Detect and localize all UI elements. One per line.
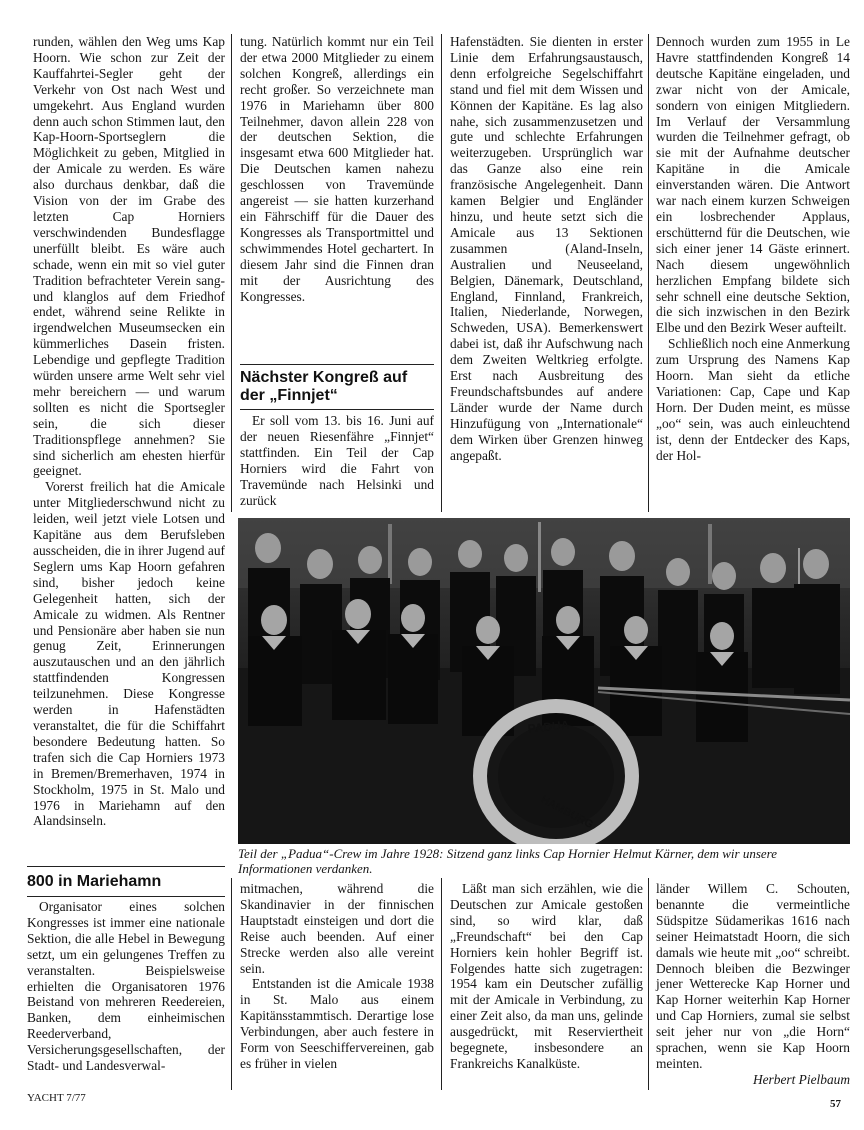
author-signature: Herbert Pielbaum: [752, 1071, 850, 1087]
paragraph: tung. Natürlich kommt nur ein Teil der etwa 2000 Mitglieder zu einem solchen Kongreß, allerdings ein recht großer. So verzeichnete man 1976 in Mariehamn über 800 Teilnehmer, davon allein 228 von der deutschen Sektion, die insgesamt etwa 600 Mitglieder hat. Die Deutschen kamen nahezu geschlossen von Travemünde angereist — sie hatten kurzerhand ein Fährschiff für die Dauer des Kongresses als Transportmittel und schwimmendes Hotel gechartert. In diesem Jahr sind die Finnen dran mit der Ausrichtung des Kongresses.: [240, 34, 434, 304]
column-rule: [231, 34, 232, 512]
column-3-bottom: [450, 881, 643, 1072]
heading-rule: [240, 364, 434, 365]
lifebuoy-label-bottom: HAMBURG: [538, 793, 596, 832]
paragraph: Dennoch wurden zum 1955 in Le Havre stattfindenden Kongreß 14 deutsche Kapitäne eingeladen, und zwar nicht von der Amicale, sondern von einigen Mitgliedern. Im Verlauf der Versammlung wurden die Teilnehmer gefragt, ob sie mit der Aufnahme deutscher Kapitäne in die Amicale einverstanden wären. Die Antwort war nach einem kurzen Schweigen ein losbrechender Applaus, erschütternd für die Deutschen, wie sich einer jener 14 Gäste erinnert. Nach diesem ungewöhnlich herzlichen Empfang bildete sich sehr schnell eine deutsche Sektion, die sich inzwischen in den Bezirk Elbe und den Bezirk Weser aufteilt.: [656, 34, 850, 336]
paragraph: mitmachen, während die Skandinavier in der finnischen Hauptstadt einsteigen und dort die Reise auch beenden. Auf einer Strecke werden also alle vereint sein.: [240, 881, 434, 976]
column-rule: [231, 878, 232, 1090]
paragraph: länder Willem C. Schouten, benannte die vermeintliche Südspitze Südamerikas 1616 nach seiner Heimatstadt Hoorn, die sich damals wie heute mit „oo“ schreibt. Dennoch bleiben die Bezwinger jener Wetterecke Kap Horner und Kap Horner weiterhin Kap Horner und Cap Horniers, zumal sie selbst seit jeher nur von „die Horn“ sprachen, wenn sie Kap Hoorn meinten.: [656, 881, 850, 1071]
column-1-top: [33, 34, 225, 829]
footer-page-number: 57: [830, 1098, 841, 1110]
column-3-top: [450, 34, 643, 463]
photo-caption: Teil der „Padua“-Crew im Jahre 1928: Sitzend ganz links Cap Hornier Helmut Kärner, dem wir unsere Informationen verdanken.: [238, 846, 778, 876]
paragraph: Organisator eines solchen Kongresses ist immer eine nationale Sektion, die alle Hebel in Bewegung setzt, um ein gelungenes Treffen zu veranstalten. Beispielsweise erhielten die Organisatoren 1976 Beistand von mehreren Reedereien, Banken, dem einheimischen Reederverband, Versicherungsgesellschaften, der Stadt- und Landesverwal-: [27, 899, 225, 1074]
column-4-top: [656, 34, 850, 463]
paragraph: Er soll vom 13. bis 16. Juni auf der neuen Riesenfähre „Finnjet“ stattfinden. Ein Teil der Cap Horniers wird die Fahrt von Travemünde nach Helsinki und zurück: [240, 413, 434, 508]
crew-photo: [238, 518, 850, 844]
column-1-bottom: [27, 899, 225, 1074]
section-heading-mariehamn: 800 in Mariehamn: [27, 873, 162, 890]
paragraph: Entstanden ist die Amicale 1938 in St. Malo aus einem Kapitänsstammtisch. Derartige lose Verbindungen, aber auch festere in Form von Seeschiffervereinen, gab es früher in vielen: [240, 976, 434, 1071]
section-heading-finnjet: Nächster Kongreß auf der „Finnjet“: [240, 369, 408, 404]
column-rule: [441, 34, 442, 512]
crew-photo-image: [238, 518, 850, 844]
paragraph: Schließlich noch eine Anmerkung zum Ursprung des Namens Kap Hoorn. Man sieht da etliche Variationen: Cap, Cape und Kap Horn. Der Duden meint, es müsse „oo“ sein, was auch einleuchtend ist, denn der Entdecker des Kaps, der Hol-: [656, 336, 850, 463]
column-rule: [648, 34, 649, 512]
heading-rule: [27, 866, 225, 867]
column-4-bottom: [656, 881, 850, 1088]
paragraph: Vorerst freilich hat die Amicale unter Mitgliederschwund nicht zu leiden, weil jetzt viele Lotsen und Kapitäne aus dem Berufsleben ausscheiden, die in ihrer Jugend auf Seglern ums Kap Hoorn gefahren sind, bisher jedoch keine Gelegenheit hatten, sich der Amicale zu widmen. Als Rentner und Pensionäre aber haben sie nun genug Zeit, Erinnerungen auszutauschen und an den jährlich stattfindenden Kongressen teilzunehmen. Diese Kongresse werden in Hafenstädten veranstaltet, die für die Schiffahrt besondere Bedeutung hatten. So trafen sich die Cap Horniers 1973 in Bremen/Bremerhaven, 1974 in Stockholm, 1975 in St. Malo und 1976 in Mariehamn auf den Alandsinseln.: [33, 479, 225, 829]
paragraph: Hafenstädten. Sie dienten in erster Linie dem Erfahrungsaustausch, denn erfolgreiche Segelschiffahrt stand und fiel mit dem Wissen und Können der Kapitäne. Es lag also nahe, sich zusammenzusetzen und gute und schlechte Erfahrungen weiterzugeben. Ursprünglich war das Ganze also eine rein französische Angelegenheit. Dann kamen Belgier und Engländer hinzu, und heute setzt sich die Amicale aus 13 Sektionen zusammen (Aland-Inseln, Australien und Neuseeland, Belgien, Dänemark, Deutschland, England, Finnland, Frankreich, Italien, Niederlande, Norwegen, Schweden, USA). Bemerkenswert dabei ist, daß ihr Aufschwung nach dem Zweiten Weltkrieg erfolgte. Erst nach Ausbreitung des Freundschaftsbundes auf andere Länder wurde der Name durch Hinzufügung von „Internationale“ dem Wirken über Grenzen hinweg angepaßt.: [450, 34, 643, 463]
column-2-bottom: [240, 881, 434, 1072]
column-2-after-heading: [240, 413, 434, 508]
column-rule: [441, 878, 442, 1090]
heading-rule: [27, 896, 225, 897]
paragraph: runden, wählen den Weg ums Kap Hoorn. Wie schon zur Zeit der Kauffahrtei-Segler geht der Verkehr von Ost nach West und umgekehrt. Aus England wurden denn auch schon Stimmen laut, den Kap-Hoorn-Sportseglern die Möglichkeit zu geben, Mitglied in der Amicale zu werden. Es wäre also durchaus denkbar, daß die Vision von der im Grabe des letzten Cap Horniers verschwindenden Bundesflagge unerfüllt bleibt. Es wäre auch schade, wenn ein mit so viel guter Tradition befrachteter Verein sang- und klanglos auf dem Friedhof endet, während seine Relikte in irgendwelchen Museumsecken ein kümmerliches Dasein fristen. Lebendige und gepflegte Tradition würden unsere arme Welt sehr viel mehr bereichern — und warum sollten es nicht die Sportsegler sein, die sich dieser Traditionspflege annehmen? Sie sind sicherlich am ehesten hierfür geeignet.: [33, 34, 225, 479]
lifebuoy-label-top: PADUA: [527, 717, 571, 736]
column-2-top: [240, 34, 434, 304]
paragraph: Läßt man sich erzählen, wie die Deutschen zur Amicale gestoßen sind, so wird klar, daß „Freundschaft“ bei den Cap Horniers kein hohler Begriff ist. Folgendes hatte sich zugetragen: 1954 kam ein Deutscher zufällig mit der Amicale in Verbindung, zu einer Zeit also, da man uns, gelinde ausgedrückt, mit Reserviertheit begegnete, insbesondere an Frankreichs Kanalküste.: [450, 881, 643, 1071]
footer-magazine: YACHT 7/77: [27, 1092, 86, 1104]
column-rule: [648, 878, 649, 1090]
heading-rule: [240, 409, 434, 410]
